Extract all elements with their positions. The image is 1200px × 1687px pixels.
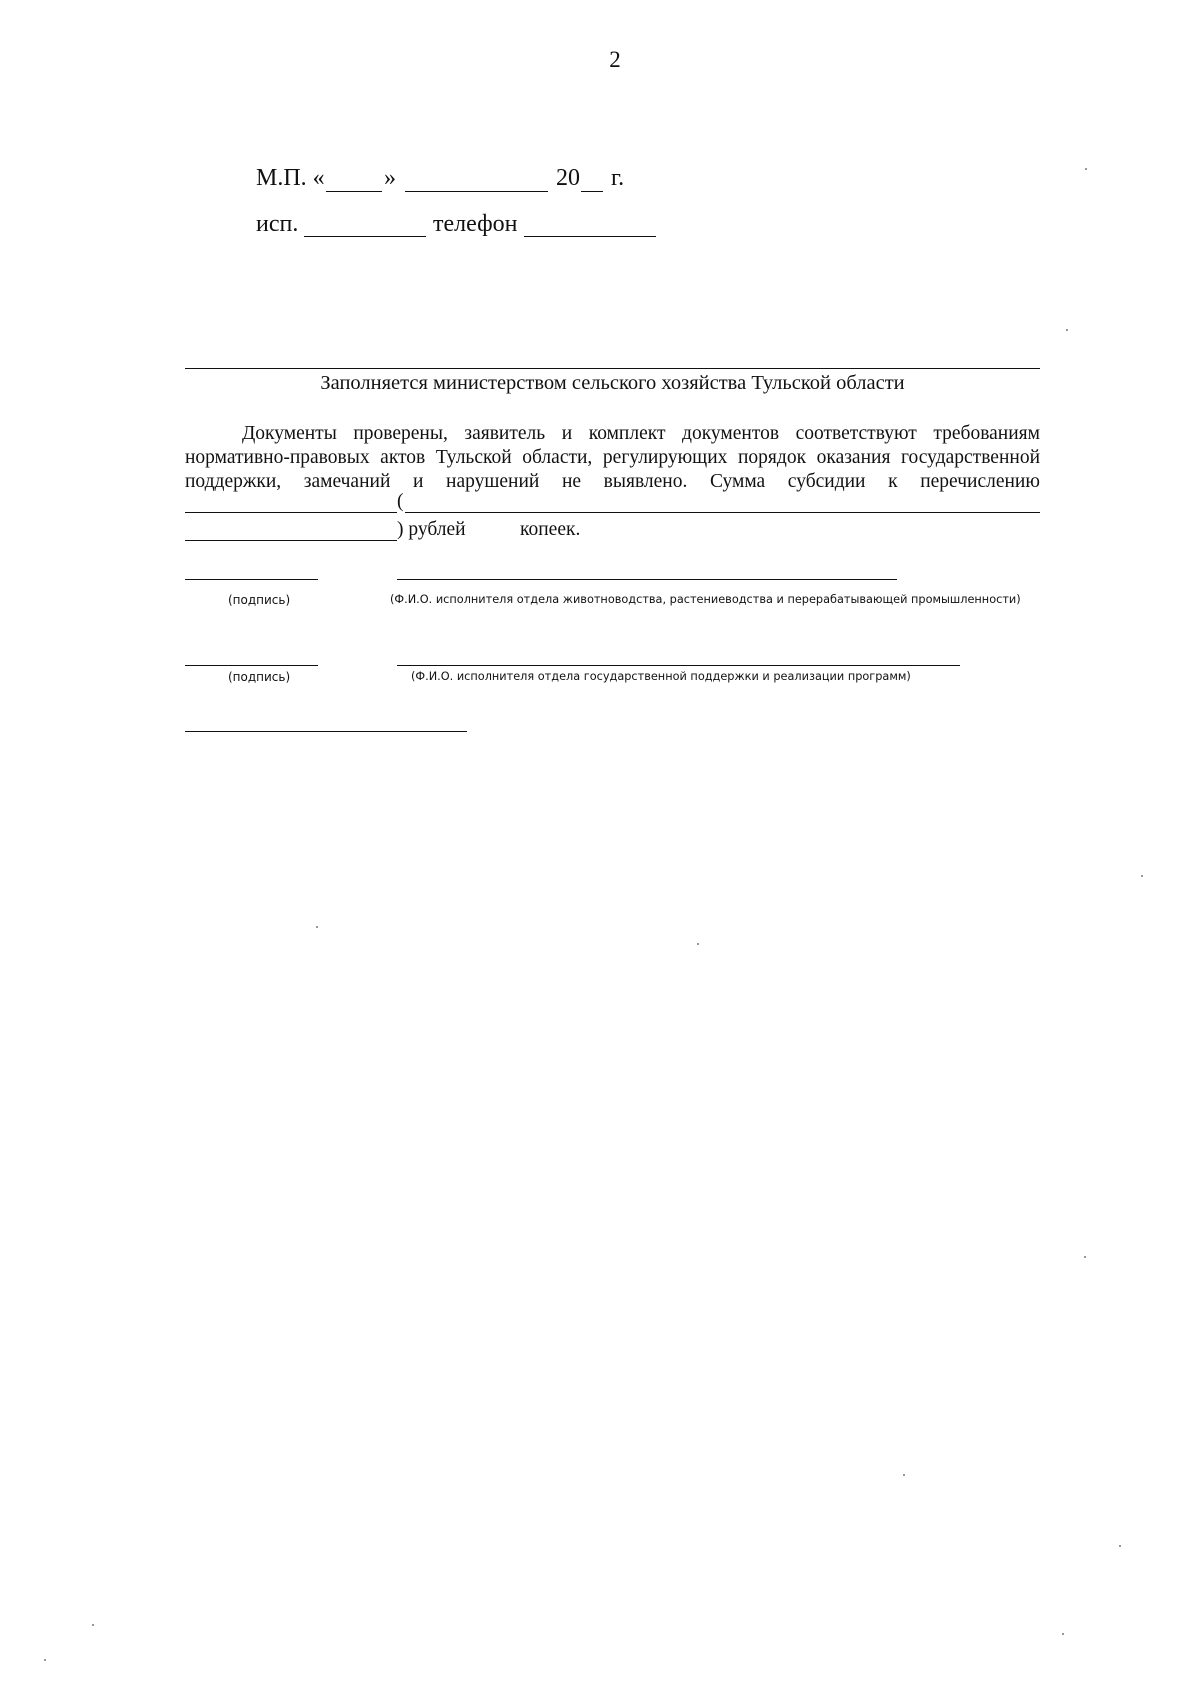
word: нарушений (446, 471, 540, 492)
amount-words-field-cont[interactable] (185, 540, 397, 541)
word: и (413, 471, 424, 492)
paragraph-line-3 (185, 471, 1040, 493)
signature-caption-1: (подпись) (228, 593, 291, 607)
year-prefix: 20 (556, 165, 580, 191)
page-number: 2 (609, 47, 621, 72)
day-field[interactable] (326, 191, 382, 192)
word: субсидии (787, 471, 866, 492)
month-field[interactable] (405, 191, 548, 192)
scan-speck (1084, 1256, 1086, 1258)
word: поддержки, (185, 471, 282, 492)
scan-speck (1141, 875, 1143, 877)
open-paren: ( (397, 491, 404, 512)
scan-speck (1085, 168, 1087, 170)
scan-speck (903, 1474, 905, 1476)
word: выявлено. (603, 471, 688, 492)
scan-speck (44, 1659, 46, 1661)
scan-speck (697, 943, 699, 945)
word: Сумма (709, 471, 766, 492)
scan-speck (1062, 1633, 1064, 1635)
scan-speck (92, 1624, 94, 1626)
year-field[interactable] (581, 191, 603, 192)
signature-line-2[interactable] (185, 665, 318, 666)
rubles-label: ) рублей (397, 519, 466, 540)
section-divider (185, 368, 1040, 369)
word: к (888, 471, 898, 492)
year-suffix: г. (611, 165, 625, 191)
scan-speck (316, 926, 318, 928)
phone-field[interactable] (524, 236, 656, 237)
paragraph-line-1: Документы проверены, заявитель и комплект документов соответствуют требованиям (242, 423, 1040, 444)
bottom-rule (185, 731, 467, 732)
executor-label: исп. (256, 211, 299, 237)
amount-digits-field[interactable] (185, 512, 397, 513)
section-title: Заполняется министерством сельского хозяйства Тульской области (320, 372, 905, 394)
name-line-2[interactable] (397, 665, 960, 666)
quote-close: » (384, 165, 396, 191)
kopeks-label: копеек. (520, 519, 581, 540)
signature-line-1[interactable] (185, 579, 318, 580)
mp-label: М.П. « (256, 165, 325, 191)
phone-label: телефон (433, 211, 518, 237)
scan-speck (1119, 1545, 1121, 1547)
word: перечислению (920, 471, 1040, 492)
amount-words-field[interactable] (405, 512, 1040, 513)
word: замечаний (303, 471, 391, 492)
executor-field[interactable] (304, 236, 426, 237)
scan-speck (1066, 329, 1068, 331)
name-line-1[interactable] (397, 579, 897, 580)
word: не (561, 471, 582, 492)
paragraph-line-2: нормативно-правовых актов Тульской области, регулирующих порядок оказания государственной (185, 447, 1040, 468)
signature-caption-2: (подпись) (228, 670, 291, 684)
name-caption-2: (Ф.И.О. исполнителя отдела государственной поддержки и реализации программ) (411, 670, 911, 683)
name-caption-1: (Ф.И.О. исполнителя отдела животноводства, растениеводства и перерабатывающей промышленности) (390, 593, 1021, 606)
